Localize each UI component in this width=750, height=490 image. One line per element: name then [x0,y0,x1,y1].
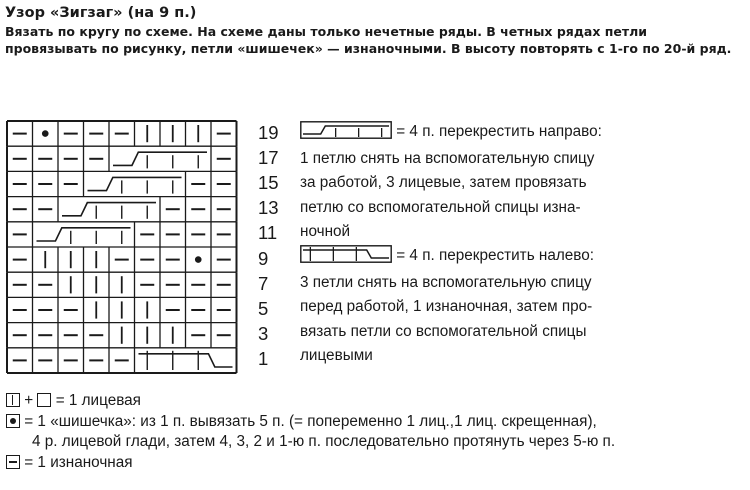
bobble-icon [6,414,20,428]
cross-right-heading [300,120,660,147]
purl-label: = 1 изнаночная [24,453,133,471]
row-number: 5 [258,298,269,319]
legend-bobble [6,412,746,433]
row-number: 1 [258,348,269,370]
cross-right-text: ночной [300,222,351,240]
cross-right-text: петлю со вспомогательной спицы изна- [300,198,581,216]
cross-left-title: = 4 п. перекрестить налево: [396,247,595,265]
page-title: Узор «Зигзаг» (на 9 п.) [5,5,197,21]
knit-label: = 1 лицевая [55,392,141,409]
cross-left-heading [300,244,660,271]
cross-left-4-icon [139,351,233,370]
cross-left-4-icon [300,245,392,271]
bobble-text-1: = 1 «шишечка»: из 1 п. вывязать 5 п. (= попеременно 1 лиц.,1 лиц. скрещенная), [24,412,597,430]
knitting-chart [6,120,246,376]
cross-right-4-icon [62,203,156,219]
pattern-header [5,4,743,57]
stitch-legend [6,391,746,473]
bobble-icon [195,256,202,263]
row-number: 15 [258,172,279,193]
cross-right-4-icon [113,152,207,168]
purl-stitch-icon [6,455,20,469]
row-number: 9 [258,247,269,269]
knit-stitch-icon [6,393,20,407]
row-number: 13 [258,197,279,219]
empty-square-icon [37,393,51,407]
cross-right-text: за работой, 3 лицевые, затем провязать [300,174,587,192]
row-number: 7 [258,272,269,294]
bobble-icon [42,130,49,137]
row-number: 3 [258,323,269,345]
pattern-intro: Вязать по кругу по схеме. На схеме даны только нечетные ряды. В четных рядах петли провязывать по рисунку, петли «шишечек» — изнаночными. В высоту повторять с 1-го по 20-й ряд. [5,24,732,56]
cross-left-text: вязать петли со вспомогательной спицы [300,322,587,340]
cable-legend [300,120,660,368]
cross-left-text: перед работой, 1 изнаночная, затем про- [300,298,593,316]
bobble-text-2: 4 р. лицевой глади, затем 4, 3, 2 и 1-ю п. последовательно протянуть через 5-ю п. [32,433,616,450]
cross-right-4-icon [88,177,182,193]
cross-left-text: 3 петли снять на вспомогательную спицу [300,274,592,292]
row-number: 17 [258,146,279,168]
plus-sign: + [24,392,34,409]
legend-purl [6,453,746,474]
legend-knit [6,391,746,412]
row-number: 11 [258,222,278,244]
cross-right-text: 1 петлю снять на вспомогательную спицу [300,150,595,168]
cross-right-title: = 4 п. перекрестить направо: [396,123,602,140]
cross-right-4-icon [37,228,131,244]
cross-right-4-icon [300,121,392,147]
cross-left-text: лицевыми [300,346,373,364]
row-number: 19 [258,121,279,143]
